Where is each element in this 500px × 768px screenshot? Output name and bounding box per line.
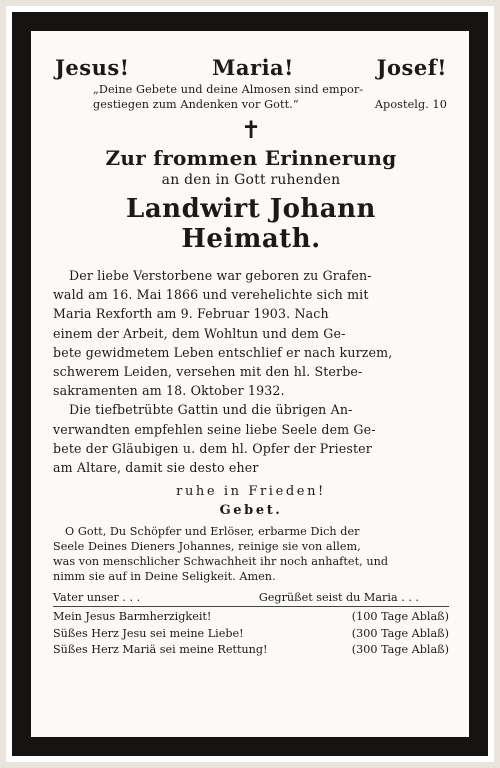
bible-quote — [53, 82, 449, 112]
pater-noster: Vater unser . . . — [53, 591, 141, 605]
bio-line: Der liebe Verstorbene war geboren zu Grafen- — [69, 268, 372, 283]
quote-reference: Apostelg. 10 — [374, 98, 447, 111]
bio-line: bete der Gläubigen u. dem hl. Opfer der Priester — [53, 440, 372, 456]
indulgence-text: Süßes Herz Jesu sei meine Liebe! — [53, 626, 244, 640]
biography — [53, 266, 449, 477]
bio-line: am Altare, damit sie desto eher — [53, 460, 259, 476]
bio-line: Maria Rexforth am 9. Februar 1903. Nach — [53, 306, 329, 322]
indulgence-text: Süßes Herz Mariä sei meine Rettung! — [53, 643, 268, 657]
prayer-line: Seele Deines Dieners Johannes, reinige sie von allem, — [53, 540, 361, 554]
prayer-title: Gebet. — [219, 503, 283, 519]
invocation-row — [53, 55, 449, 80]
ave-maria: Gegrüßet seist du Maria . . . — [258, 591, 419, 605]
invocation-josef: Josef! — [376, 55, 447, 80]
bio-line: schwerem Leiden, versehen mit den hl. Sterbe- — [53, 364, 363, 380]
indulgence-days: (100 Tage Ablaß) — [351, 610, 449, 624]
prayer-line: nimm sie auf in Deine Seligkeit. Amen. — [53, 570, 276, 584]
divider — [53, 606, 449, 607]
memorial-card — [6, 6, 494, 762]
invocation-maria: Maria! — [212, 55, 294, 80]
quote-line-2 — [93, 97, 449, 112]
indulgence-row — [53, 626, 449, 643]
quote-line-1: „Deine Gebete und deine Almosen sind empor- — [93, 83, 364, 96]
quote-line-2-text: gestiegen zum Andenken vor Gott.“ — [93, 98, 299, 111]
indulgence-days: (300 Tage Ablaß) — [351, 643, 449, 657]
indulgence-list — [53, 609, 449, 659]
prayer-text — [53, 524, 449, 584]
bio-line: Die tiefbetrübte Gattin und die übrigen An- — [69, 402, 353, 418]
indulgence-row — [53, 609, 449, 626]
bio-line: wald am 16. Mai 1866 und verehelichte sich mit — [53, 287, 369, 303]
black-mourning-border — [12, 12, 488, 756]
cross-icon: ✝ — [240, 116, 262, 144]
bio-line: einem der Arbeit, dem Wohltun und dem Ge- — [53, 325, 346, 341]
indulgence-days: (300 Tage Ablaß) — [351, 626, 449, 640]
card-content — [31, 31, 469, 737]
indulgence-text: Mein Jesus Barmherzigkeit! — [53, 610, 212, 624]
bio-line: bete gewidmetem Leben entschlief er nach kurzem, — [53, 344, 393, 360]
invocation-jesus: Jesus! — [55, 55, 130, 80]
rest-in-peace: ruhe in Frieden! — [176, 484, 326, 500]
deceased-name: Landwirt Johann Heimath. — [126, 194, 376, 254]
bio-line: sakramenten am 18. Oktober 1932. — [53, 383, 285, 399]
memorial-subtitle: an den in Gott ruhenden — [161, 172, 341, 188]
prayer-line: O Gott, Du Schöpfer und Erlöser, erbarme Dich der — [65, 525, 360, 539]
bio-line: verwandten empfehlen seine liebe Seele dem Ge- — [53, 421, 376, 437]
prayer-line: was von menschlicher Schwachheit ihr noch anhaftet, und — [53, 555, 389, 569]
ave-row — [53, 590, 449, 605]
indulgence-row — [53, 642, 449, 659]
memorial-title: Zur frommen Erinnerung — [105, 146, 397, 170]
